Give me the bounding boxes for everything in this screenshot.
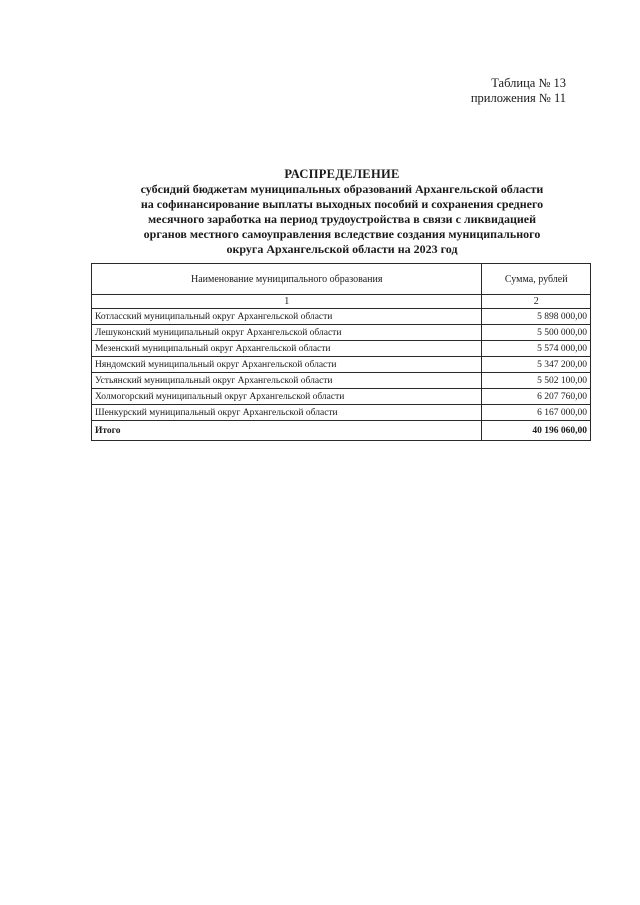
table-header-row <box>92 264 591 295</box>
appendix-number: приложения № 11 <box>470 91 566 105</box>
table-row <box>92 373 591 389</box>
municipality-name: Шенкурский муниципальный округ Архангельской области <box>92 405 482 421</box>
total-label: Итого <box>92 421 482 441</box>
table-number: Таблица № 13 <box>491 76 566 90</box>
municipality-name: Лешуконский муниципальный округ Архангельской области <box>92 325 482 341</box>
table-row <box>92 325 591 341</box>
table-reference <box>471 76 566 106</box>
column-number: 1 <box>92 295 482 309</box>
column-number-row <box>92 295 591 309</box>
subsidy-sum: 6 167 000,00 <box>482 405 591 421</box>
subsidy-sum: 5 500 000,00 <box>482 325 591 341</box>
table-row <box>92 341 591 357</box>
column-number: 2 <box>482 295 591 309</box>
subsidy-sum: 5 347 200,00 <box>482 357 591 373</box>
header-sum: Сумма, рублей <box>482 264 591 295</box>
subsidy-sum: 5 898 000,00 <box>482 309 591 325</box>
total-sum: 40 196 060,00 <box>482 421 591 441</box>
title-line: на софинансирование выплаты выходных пособий и сохранения среднего <box>140 197 544 211</box>
subsidy-sum: 5 574 000,00 <box>482 341 591 357</box>
title-heading: РАСПРЕДЕЛЕНИЕ <box>284 167 400 181</box>
title-line: округа Архангельской области на 2023 год <box>226 242 458 256</box>
header-name: Наименование муниципального образования <box>92 264 482 295</box>
table-row <box>92 389 591 405</box>
subsidy-sum: 6 207 760,00 <box>482 389 591 405</box>
municipality-name: Мезенский муниципальный округ Архангельской области <box>92 341 482 357</box>
municipality-name: Холмогорский муниципальный округ Архангельской области <box>92 389 482 405</box>
table-row <box>92 405 591 421</box>
document-title <box>90 167 594 257</box>
municipality-name: Няндомский муниципальный округ Архангельской области <box>92 357 482 373</box>
title-line: субсидий бюджетам муниципальных образований Архангельской области <box>140 182 544 196</box>
table-row <box>92 309 591 325</box>
subsidy-sum: 5 502 100,00 <box>482 373 591 389</box>
municipality-name: Устьянский муниципальный округ Архангельской области <box>92 373 482 389</box>
title-line: месячного заработка на период трудоустройства в связи с ликвидацией <box>147 212 537 226</box>
table-row <box>92 357 591 373</box>
total-row <box>92 421 591 441</box>
municipality-name: Котласский муниципальный округ Архангельской области <box>92 309 482 325</box>
distribution-table <box>91 263 591 441</box>
title-line: органов местного самоуправления вследствие создания муниципального <box>143 227 541 241</box>
